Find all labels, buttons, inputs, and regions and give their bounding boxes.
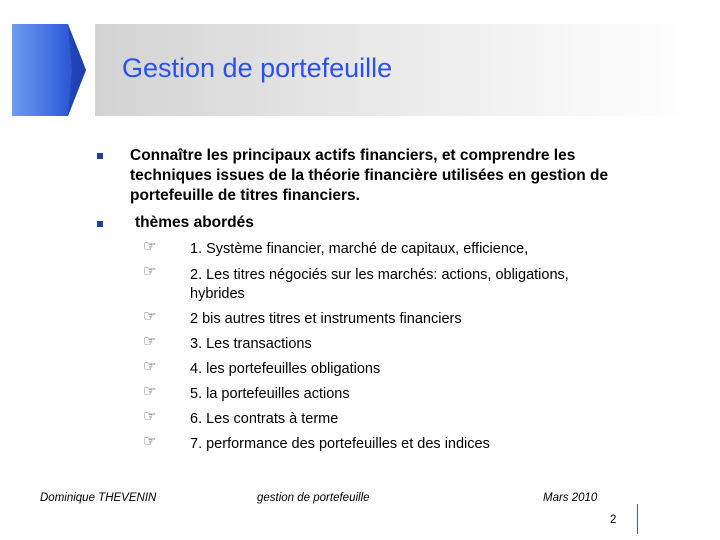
page-number: 2 [610, 514, 617, 526]
footer-divider [637, 504, 638, 534]
list-item: 2 bis autres titres et instruments financiers [190, 311, 462, 327]
pointing-hand-icon: ☞ [143, 358, 157, 375]
list-item: 5. la portefeuilles actions [190, 386, 350, 402]
pointing-hand-icon: ☞ [143, 383, 157, 400]
pointing-hand-icon: ☞ [143, 408, 157, 425]
bullet-objective: Connaître les principaux actifs financiers, et comprendre les techniques issues de la théorie financière utilisées en gestion de portefeuille de titres financiers. [130, 147, 609, 204]
footer-course: gestion de portefeuille [257, 492, 370, 504]
bullet-square-icon [97, 221, 103, 227]
pointing-hand-icon: ☞ [143, 308, 157, 325]
bullet-themes: thèmes abordés [135, 214, 254, 231]
pointing-hand-icon: ☞ [143, 263, 157, 280]
pointing-hand-icon: ☞ [143, 333, 157, 350]
list-item: 7. performance des portefeuilles et des indices [190, 436, 490, 452]
footer-date: Mars 2010 [543, 492, 598, 504]
list-item: 4. les portefeuilles obligations [190, 361, 381, 377]
list-item: 3. Les transactions [190, 336, 312, 352]
chevron-arrow-icon [12, 24, 86, 116]
footer-author: Dominique THEVENIN [40, 492, 157, 504]
list-item: 1. Système financier, marché de capitaux, efficience, [190, 241, 529, 257]
list-item: 6. Les contrats à terme [190, 411, 339, 427]
bullet-square-icon [97, 153, 103, 159]
list-item: 2. Les titres négociés sur les marchés: actions, obligations, hybrides [190, 267, 569, 302]
pointing-hand-icon: ☞ [143, 433, 157, 450]
page-title: Gestion de portefeuille [122, 53, 393, 83]
pointing-hand-icon: ☞ [143, 238, 157, 255]
